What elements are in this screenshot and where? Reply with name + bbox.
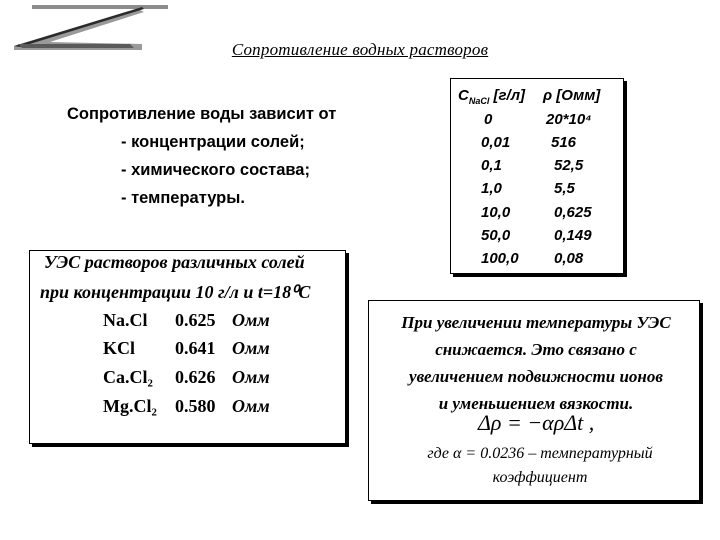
conc-header-symbol: C [458,87,469,104]
salt-name: Ca.Cl₂ [103,367,153,387]
temperature-line: и уменьшением вязкости. [438,394,634,413]
intro-item: - химического состава; [121,161,310,179]
conc-header-unit: [г/л] [493,87,526,104]
salt-name: KCl [103,338,136,358]
salt-box-condition: при концентрации 10 г/л и t=18⁰C [40,282,311,302]
rho-cell: 20*10⁴ [546,111,592,128]
intro-block [67,100,336,212]
rho-header: ρ [Омм] [543,87,601,104]
temperature-formula: Δρ = −αρΔt , [478,410,595,435]
conc-cell: 0 [484,111,493,128]
temperature-line: увеличением подвижности ионов [409,367,663,386]
salt-value: 0.626 [175,367,216,387]
salt-unit: Омм [232,367,270,387]
salt-name: Mg.Cl₂ [103,396,157,416]
rho-cell: 0,08 [554,250,584,267]
rho-cell: 516 [551,134,577,151]
temperature-text [368,309,704,417]
conc-cell: 0,1 [481,157,502,174]
coefficient-line: где α = 0.0236 – температурный [427,445,653,462]
salt-box-title: УЭС растворов различных солей [44,252,305,272]
rho-cell: 0,149 [554,227,592,244]
salt-unit: Омм [232,310,270,330]
rho-cell: 0,625 [554,204,592,221]
temperature-line: При увеличении температуры УЭС [401,313,671,332]
intro-lead: Сопротивление воды зависит от [67,105,337,123]
intro-item: - концентрации солей; [121,133,305,151]
salt-unit: Омм [232,396,270,416]
salt-value: 0.580 [175,396,216,416]
temperature-coefficient [380,442,700,490]
conc-cell: 10,0 [481,204,511,221]
rho-cell: 5,5 [554,180,575,197]
conc-cell: 50,0 [481,227,511,244]
conc-header [458,87,525,106]
salt-value: 0.625 [175,310,216,330]
concentration-table-box [450,78,624,274]
coefficient-line: коэффициент [492,469,588,486]
intro-item: - температуры. [121,189,245,207]
temperature-line: снижается. Это связано с [435,340,637,359]
conc-cell: 0,01 [481,134,511,151]
rho-cell: 52,5 [554,157,584,174]
conc-header-sub: NaCl [468,96,490,106]
salt-name: Na.Cl [103,310,148,330]
page-title: Сопротивление водных растворов [231,40,489,59]
conc-cell: 1,0 [481,180,502,197]
salt-unit: Омм [232,338,270,358]
conc-cell: 100,0 [481,250,519,267]
salt-value: 0.641 [175,338,216,358]
